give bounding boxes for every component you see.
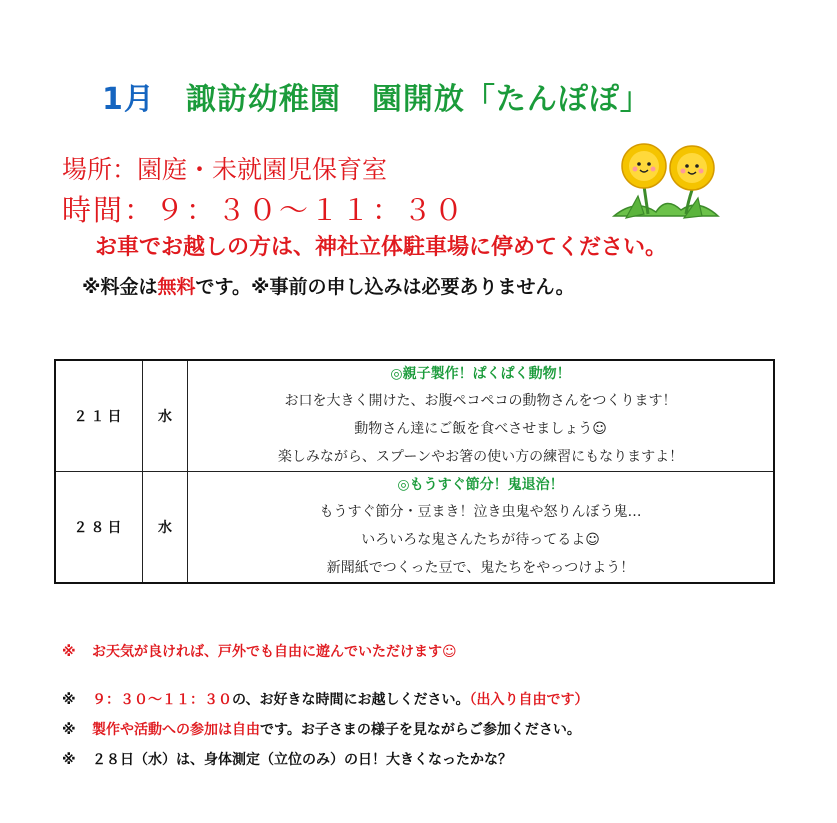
schedule-day: 水 (143, 472, 188, 584)
note-time-red: ９：３０〜１１：３０ (92, 692, 232, 708)
time-info: 時間：９：３０〜１１：３０ (62, 193, 466, 227)
page-title (102, 74, 651, 118)
note-time-text: の、お好きな時間にお越しください。 (232, 692, 470, 708)
note-measurement-text: ２８日（水）は、身体測定（立位のみ）の日！大きくなったかな？ (92, 752, 512, 768)
table-row (55, 472, 774, 584)
note-weather (62, 641, 457, 661)
activity-line: 楽しみながら、スプーンやお箸の使い方の練習にもなりますよ！ (277, 449, 684, 465)
dandelion-flowers-illustration (606, 138, 726, 228)
schedule-content (188, 360, 775, 472)
note-mark: ※ (62, 722, 76, 738)
schedule-table (54, 359, 775, 584)
schedule-day: 水 (143, 360, 188, 472)
note-participation-text: です。お子さまの様子を見ながらご参加ください。 (260, 722, 581, 738)
note-measurement (62, 749, 512, 769)
title-month: 1月 (102, 82, 155, 117)
title-main (155, 82, 651, 117)
fee-free: 無料 (157, 276, 196, 298)
note-mark: ※ (62, 752, 76, 768)
activity-title: ◎もうすぐ節分！鬼退治！ (397, 477, 564, 493)
schedule-date: ２８日 (55, 472, 143, 584)
schedule-content (188, 472, 775, 584)
table-row (55, 360, 774, 472)
fee-after: です。※事前の申し込みは必要ありません。 (195, 276, 575, 298)
activity-line: 動物さん達にご飯を食べさせましょう☺ (354, 421, 607, 437)
activity-title: ◎親子製作！ぱくぱく動物！ (390, 366, 571, 382)
activity-line: お口を大きく開けた、お腹ペコペコの動物さんをつくります！ (284, 393, 677, 409)
activity-line: もうすぐ節分・豆まき！泣き虫鬼や怒りんぼう鬼… (319, 504, 642, 520)
note-participation (62, 719, 581, 739)
note-time-paren: （出入り自由です） (469, 692, 589, 708)
note-time (62, 689, 588, 709)
note-mark: ※ (62, 644, 76, 660)
note-participation-red: 製作や活動への参加は自由 (92, 722, 260, 738)
place-info: 場所：園庭・未就園児保育室 (62, 155, 388, 184)
fee-before: ※料金は (82, 276, 158, 298)
fee-notice (82, 272, 575, 299)
title-text: 諏訪幼稚園 園開放「たんぽぽ」 (185, 82, 651, 117)
parking-notice: お車でお越しの方は、神社立体駐車場に停めてください。 (95, 235, 668, 260)
activity-line: 新聞紙でつくった豆で、鬼たちをやっつけよう！ (326, 560, 635, 576)
note-mark: ※ (62, 692, 76, 708)
note-weather-text: お天気が良ければ、戸外でも自由に遊んでいただけます☺ (92, 644, 457, 660)
schedule-date: ２１日 (55, 360, 143, 472)
activity-line: いろいろな鬼さんたちが待ってるよ☺ (361, 532, 600, 548)
